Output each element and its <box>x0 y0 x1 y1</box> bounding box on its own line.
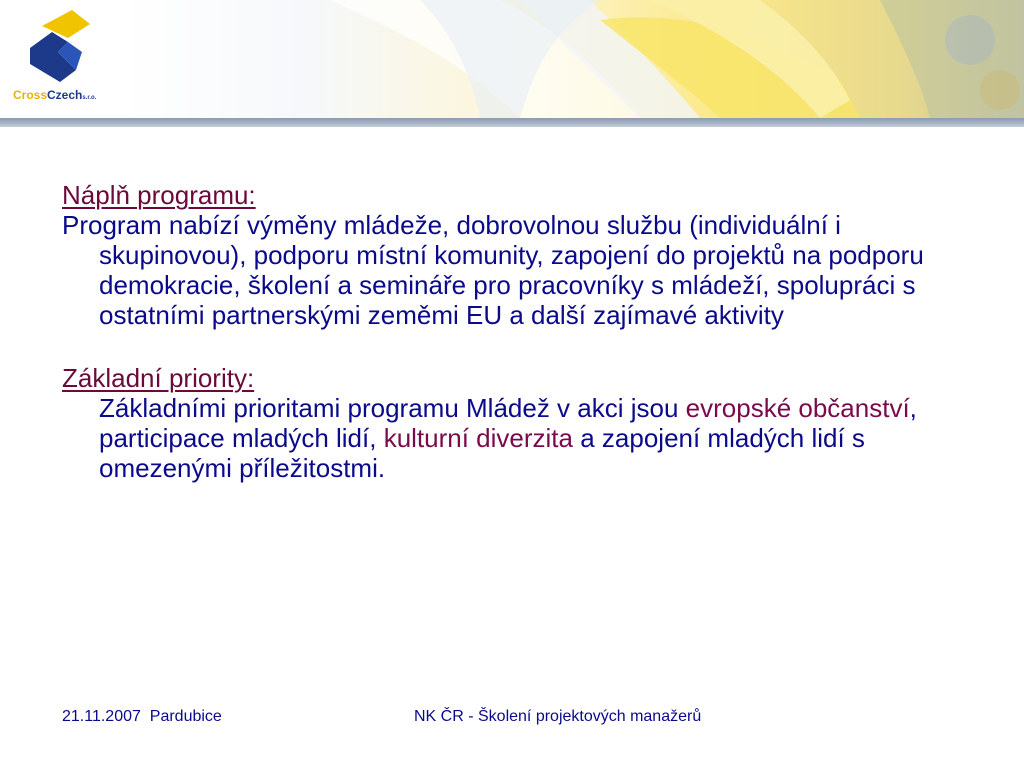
footer-title: NK ČR - Školení projektových manažerů <box>414 708 702 725</box>
header-banner <box>0 0 1024 118</box>
priority-cultural-diversity: kulturní diverzita <box>383 423 573 453</box>
section-program-body: Program nabízí výměny mládeže, dobrovolnou službu (individuální i skupinovou), podporu místní komunity, zapojení do projektů na podporu demokracie, školení a semináře pro pracovníky s mládeží, spolupráci s ostatními partnerskými zeměmi EU a další zajímavé aktivity <box>62 210 924 330</box>
priority-european-citizenship: evropské občanství <box>685 393 910 423</box>
section-priorities-body: Základními prioritami programu Mládež v akci jsou evropské občanství, participace mladých lidí, kulturní diverzita a zapojení mladých lidí s omezenými příležitostmi. <box>99 393 917 483</box>
section-priorities-heading: Základní priority: <box>62 363 255 393</box>
logo-mark-icon <box>28 8 98 86</box>
crossczech-logo <box>4 4 128 110</box>
banner-decoration <box>0 0 1024 118</box>
slide-content <box>62 180 962 483</box>
section-priorities <box>62 363 962 483</box>
section-program-heading: Náplň programu: <box>62 180 256 210</box>
footer-date-place: 21.11.2007 Pardubice <box>62 708 222 725</box>
section-program <box>62 180 962 330</box>
header-divider <box>0 118 1024 127</box>
logo-wordmark: CrossCzechs.r.o. <box>13 88 97 102</box>
